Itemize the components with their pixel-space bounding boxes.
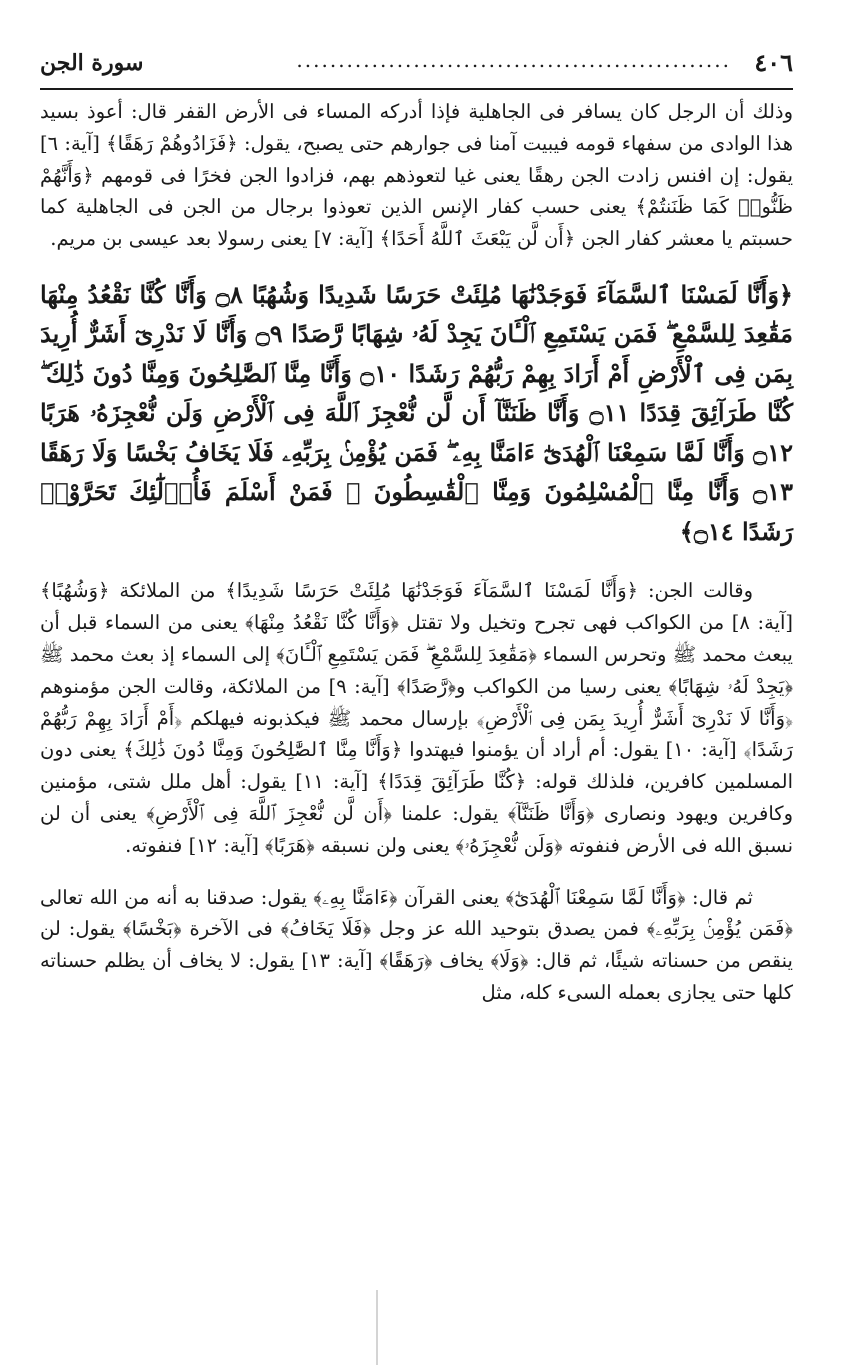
tafsir-paragraph-1: وذلك أن الرجل كان يسافر فى الجاهلية فإذا أدركه المساء فى الأرض القفر قال: أعوذ بسيد هذا الوادى من سفهاء قومه فيبيت آمنا فى جوارهم حتى يصبح، يقول: ﴿فَزَادُوهُمْ رَهَقًا﴾ [آية: ٦] يقول: إن افنس زادت الجن رهقًا يعنى غيا لتعوذهم بهم، فزادوا الجن فخرًا فى قومهم ﴿وَأَنَّهُمْ ظَنُّوا۟ كَمَا ظَنَنتُمْ﴾ يعنى حسب كفار الإنس الذين تعوذوا برجال من الجن فى الجاهلية كما حسبتم يا معشر كفار الجن ﴿أَن لَّن يَبْعَثَ ٱللَّهُ أَحَدًا﴾ [آية: ٧] يعنى رسولا بعد عيسى بن مريم.: [40, 100, 793, 251]
header-leader-dots: ....................................................: [296, 48, 731, 72]
page-crease: [376, 1290, 378, 1365]
tafsir-paragraph-2: وقالت الجن: ﴿وَأَنَّا لَمَسْنَا ٱلسَّمَآءَ فَوَجَدْنَٰهَا مُلِئَتْ حَرَسًا شَدِيدًا﴾ من الملائكة ﴿وَشُهُبًا﴾ [آية: ٨] من الكواكب فهى تجرح وتخيل ولا تقتل ﴿وَأَنَّا كُنَّا نَقْعُدُ مِنْهَا﴾ يعنى من السماء قبل أن يبعث محمد ﷺ وتحرس السماء ﴿مَقَٰعِدَ لِلسَّمْعِ ۖ فَمَن يَسْتَمِعِ ٱلْـَٔانَ﴾ إلى السماء إذ بعث محمد ﷺ ﴿يَجِدْ لَهُۥ شِهَابًا﴾ يعنى رسيا من الكواكب و﴿رَّصَدًا﴾ [آية: ٩] من الملائكة، وقالت الجن مؤمنوهم ﴿وَأَنَّا لَا نَدْرِىٓ أَشَرٌّ أُرِيدَ بِمَن فِى ٱلْأَرْضِ﴾ بإرسال محمد ﷺ فيكذبونه فيهلكم ﴿أَمْ أَرَادَ بِهِمْ رَبُّهُمْ رَشَدًا﴾ [آية: ١٠] يقول: أم أراد أن يؤمنوا فيهتدوا ﴿وَأَنَّا مِنَّا ٱلصَّٰلِحُونَ وَمِنَّا دُونَ ذَٰلِكَ﴾ يعنى دون المسلمين كافرين، فلذلك قوله: ﴿كُنَّا طَرَآئِقَ قِدَدًا﴾ [آية: ١١] يقول: أهل ملل شتى، مؤمنين وكافرين ويهود ونصارى ﴿وَأَنَّا ظَنَنَّآ﴾ يقول: علمنا ﴿أَن لَّن نُّعْجِزَ ٱللَّهَ فِى ٱلْأَرْضِ﴾ يعنى أن لن نسبق الله فى الأرض فنفوته ﴿وَلَن نُّعْجِزَهُۥ﴾ يعنى ولن نسبقه ﴿هَرَبًا﴾ [آية: ١٢] فنفوته.: [40, 579, 794, 857]
page-header: [40, 48, 793, 90]
surah-title: سورة الجن: [40, 50, 144, 76]
tafsir-paragraph-3: ثم قال: ﴿وَأَنَّا لَمَّا سَمِعْنَا ٱلْهُدَىٰٓ﴾ يعنى القرآن ﴿ءَامَنَّا بِهِۦ﴾ يقول: صدقنا به أنه من الله تعالى ﴿فَمَن يُؤْمِنۢ بِرَبِّهِۦ﴾ فمن يصدق بتوحيد الله عز وجل ﴿فَلَا يَخَافُ﴾ فى الآخرة ﴿بَخْسًا﴾ يقول: لن ينقص من حسناته شيئًا، ثم قال: ﴿وَلَا﴾ يخاف ﴿رَهَقًا﴾ [آية: ١٣] يقول: لا يخاف أن يظلم حسناته كلها حتى يجازى بعمله السىء كله، مثل: [40, 885, 793, 1005]
quran-verses-block: ﴿وَأَنَّا لَمَسْنَا ٱلسَّمَآءَ فَوَجَدْنَٰهَا مُلِئَتْ حَرَسًا شَدِيدًا وَشُهُبًا ۝٨ وَأَنَّا كُنَّا نَقْعُدُ مِنْهَا مَقَٰعِدَ لِلسَّمْعِ ۖ فَمَن يَسْتَمِعِ ٱلْـَٔانَ يَجِدْ لَهُۥ شِهَابًا رَّصَدًا ۝٩ وَأَنَّا لَا نَدْرِىٓ أَشَرٌّ أُرِيدَ بِمَن فِى ٱلْأَرْضِ أَمْ أَرَادَ بِهِمْ رَبُّهُمْ رَشَدًا ۝١٠ وَأَنَّا مِنَّا ٱلصَّٰلِحُونَ وَمِنَّا دُونَ ذَٰلِكَ ۖ كُنَّا طَرَآئِقَ قِدَدًا ۝١١ وَأَنَّا ظَنَنَّآ أَن لَّن نُّعْجِزَ ٱللَّهَ فِى ٱلْأَرْضِ وَلَن نُّعْجِزَهُۥ هَرَبًا ۝١٢ وَأَنَّا لَمَّا سَمِعْنَا ٱلْهُدَىٰٓ ءَامَنَّا بِهِۦ ۖ فَمَن يُؤْمِنۢ بِرَبِّهِۦ فَلَا يَخَافُ بَخْسًا وَلَا رَهَقًا ۝١٣ وَأَنَّا مِنَّا ٱلْمُسْلِمُونَ وَمِنَّا ٱلْقَٰسِطُونَ ۖ فَمَنْ أَسْلَمَ فَأُو۟لَٰٓئِكَ تَحَرَّوْا۟ رَشَدًا ۝١٤﴾: [40, 279, 794, 546]
page-number: ٤٠٦: [754, 48, 793, 77]
